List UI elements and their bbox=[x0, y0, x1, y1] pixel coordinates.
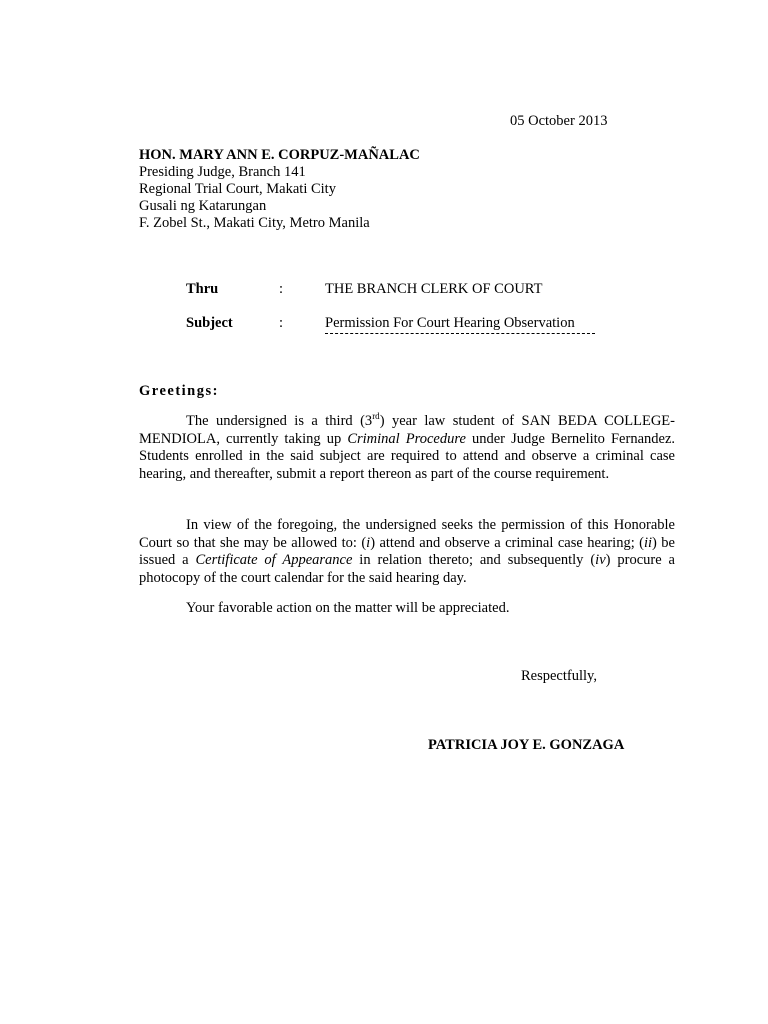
addressee-name: HON. MARY ANN E. CORPUZ-MAÑALAC bbox=[139, 147, 420, 163]
addressee-line: F. Zobel St., Makati City, Metro Manila bbox=[139, 215, 370, 231]
course-name: Criminal Procedure bbox=[347, 430, 466, 447]
body-paragraph-2 bbox=[139, 517, 675, 587]
para1-superscript: rd bbox=[372, 411, 380, 422]
para2-text: ) procure a photocopy of the court calendar for the said hearing day. bbox=[139, 552, 675, 586]
body-paragraph-1 bbox=[139, 413, 675, 483]
addressee-line: Gusali ng Katarungan bbox=[139, 198, 267, 214]
para2-text: in relation thereto; and subsequently ( bbox=[352, 552, 596, 568]
para1-text: under Judge Bernelito Fernandez. Students enrolled in the said subject are required to attend and observe a criminal case hearing, and thereafter, submit a report thereon as part of the course requirement. bbox=[139, 430, 676, 482]
enum-marker: iv bbox=[595, 552, 606, 568]
signatory-name: PATRICIA JOY E. GONZAGA bbox=[428, 737, 625, 753]
subject-value: Permission For Court Hearing Observation bbox=[325, 315, 575, 331]
enum-marker: ii bbox=[643, 534, 653, 551]
para2-text: In view of the foregoing, the undersigned seeks the permission of this Honorable Court so that she may be allowed to: ( bbox=[139, 517, 675, 551]
closing: Respectfully, bbox=[521, 668, 597, 684]
addressee-line: Regional Trial Court, Makati City bbox=[139, 181, 336, 197]
certificate-name: Certificate of Appearance bbox=[195, 552, 353, 568]
subject-colon: : bbox=[279, 315, 284, 331]
thru-value: THE BRANCH CLERK OF COURT bbox=[325, 281, 543, 297]
para1-text: ) year law student of SAN BEDA COLLEGE-MENDIOLA, currently taking up bbox=[139, 413, 675, 447]
letter-date: 05 October 2013 bbox=[510, 113, 608, 129]
enum-marker: i bbox=[366, 534, 371, 551]
para2-text: ) be issued a bbox=[139, 534, 675, 568]
addressee-line: Presiding Judge, Branch 141 bbox=[139, 164, 306, 180]
body-paragraph-3: Your favorable action on the matter will be appreciated. bbox=[186, 600, 510, 616]
subject-label: Subject bbox=[186, 315, 233, 331]
para1-text: The undersigned is a third (3 bbox=[186, 413, 373, 429]
addressee-block bbox=[139, 147, 420, 232]
para2-text: ) attend and observe a criminal case hearing; ( bbox=[370, 534, 644, 551]
greeting: Greetings: bbox=[139, 383, 219, 399]
thru-colon: : bbox=[279, 281, 284, 297]
thru-label: Thru bbox=[186, 281, 219, 297]
subject-underline bbox=[325, 333, 595, 334]
